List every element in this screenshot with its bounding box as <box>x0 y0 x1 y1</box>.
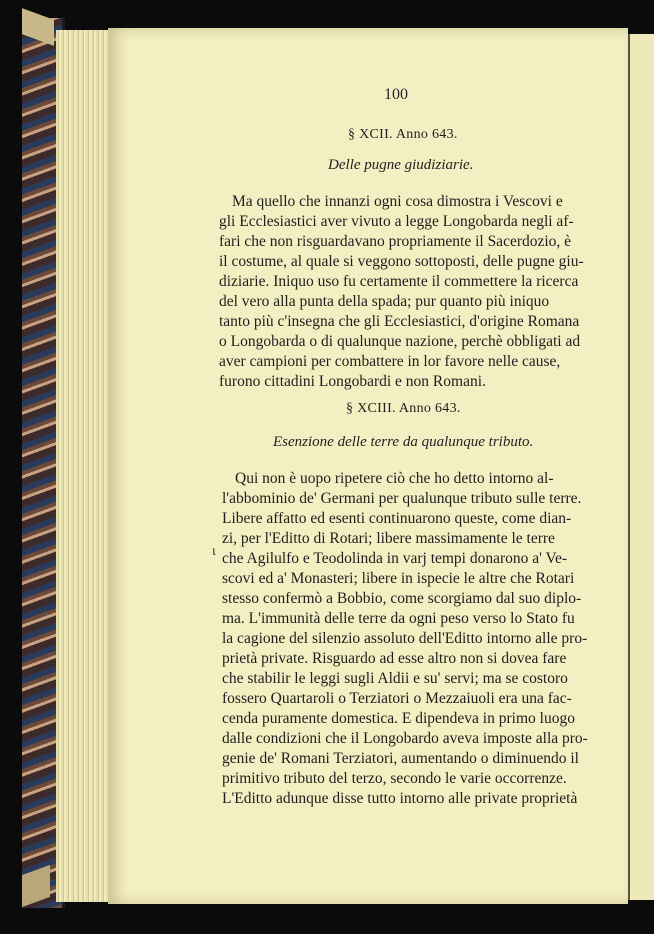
text-line: furono cittadini Longobardi e non Romani. <box>219 373 486 390</box>
text-line: che stabilir le leggi sugli Aldii e su' servi; ma se costoro <box>222 670 568 687</box>
text-line: diziarie. Iniquo uso fu certamente il commettere la ricerca <box>219 273 579 290</box>
text-line: l'abbominio de' Germani per qualunque tributo sulle terre. <box>222 490 582 507</box>
page-edges <box>56 30 110 902</box>
text-line: prietà private. Risguardo ad esse altro non si dovea fare <box>222 650 567 667</box>
text-line: scovi ed a' Monasteri; libere in ispecie le altre che Rotari <box>222 570 575 587</box>
text-line: fari che non risguardavano propriamente il Sacerdozio, è <box>219 233 572 250</box>
text-line: la cagione del silenzio assoluto dell'Editto intorno alle pro- <box>222 630 588 647</box>
text-line: il costume, al quale si veggono sottoposti, delle pugne giu- <box>219 253 584 270</box>
facing-page-edge <box>628 34 654 900</box>
section-title-esenzione: Esenzione delle terre da qualunque tributo. <box>273 434 534 450</box>
text-line: tanto più c'insegna che gli Ecclesiastici, d'origine Romana <box>219 313 580 330</box>
margin-mark: ι <box>212 544 216 559</box>
text-line: del vero alla punta della spada; pur quanto più iniquo <box>219 293 550 310</box>
page-number: 100 <box>384 86 408 103</box>
text-line: cenda puramente domestica. E dipendeva in primo luogo <box>222 710 575 727</box>
text-line: genie de' Romani Terziatori, aumentando o diminuendo il <box>222 750 579 767</box>
section-heading-xciii: § XCIII. Anno 643. <box>346 401 461 416</box>
text-line: primitivo tributo del terzo, secondo le varie occorrenze. <box>222 770 567 787</box>
section-heading-xcii: § XCII. Anno 643. <box>348 127 458 142</box>
text-line: Ma quello che innanzi ogni cosa dimostra i Vescovi e <box>232 193 563 210</box>
text-line: aver campioni per combattere in lor favore nelle cause, <box>219 353 561 370</box>
text-line: stesso confermò a Bobbio, come scorgiamo dal suo diplo- <box>222 590 582 607</box>
section-title-pugne: Delle pugne giudiziarie. <box>328 157 474 173</box>
text-line: dalle condizioni che il Longobardo aveva imposte alla pro- <box>222 730 588 747</box>
text-line: ma. L'immunità delle terre da ogni peso verso lo Stato fu <box>222 610 575 627</box>
text-line: o Longobarda o di qualunque nazione, perchè obbligati ad <box>219 333 581 350</box>
text-line: L'Editto adunque disse tutto intorno alle private proprietà <box>222 790 578 807</box>
text-line: fossero Quartaroli o Terziatori o Mezzaiuoli era una fac- <box>222 690 572 707</box>
text-line: che Agilulfo e Teodolinda in varj tempi donarono a' Ve- <box>222 550 568 567</box>
text-line: zi, per l'Editto di Rotari; libere massimamente le terre <box>222 530 555 547</box>
text-line: gli Ecclesiastici aver vivuto a legge Longobarda negli af- <box>219 213 574 230</box>
text-line: Libere affatto ed esenti continuarono queste, come dian- <box>222 510 572 527</box>
text-line: Qui non è uopo ripetere ciò che ho detto intorno al- <box>235 470 554 487</box>
